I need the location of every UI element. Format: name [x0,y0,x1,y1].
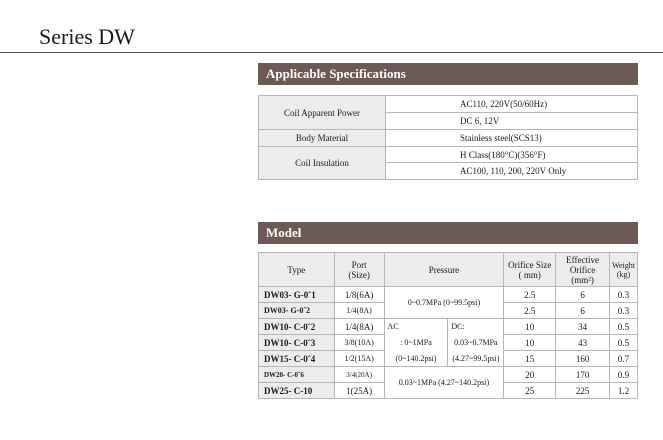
row-weight: 0.3 [609,287,637,303]
row-orifice: 15 [504,351,556,367]
pressure-ac-range-1: : 0~1MPa [384,335,448,351]
pressure-ac-label: AC [384,319,448,335]
effective-header-line-1: Effective [566,254,599,265]
specs-heading: Applicable Specifications [258,63,638,85]
body-material-value: Stainless steel(SCS13) [386,130,638,147]
type-header: Type [259,253,335,287]
pressure-dc-range-1: 0.03~0.7MPa [448,335,504,351]
row-type: DW03- G-0ˆ1 [259,287,335,303]
row-port: 1/8(6A) [334,287,384,303]
row-effective: 225 [556,383,610,399]
pressure-g-range: 0~0.7MPa (0~99.5psi) [384,287,504,319]
row-type: DW10- C-0ˆ2 [259,319,335,335]
row-port: 1/4(8A) [334,303,384,319]
insulation-class: H Class(180°C)(356°F) [386,147,638,163]
effective-header-line-3: (mm²) [571,274,594,285]
orifice-header-line-2: ( mm) [518,269,541,280]
row-weight: 0.5 [609,335,637,351]
row-type: DW03- G-0ˆ2 [259,303,335,319]
effective-header [556,253,610,287]
orifice-header [504,253,556,287]
row-type: DW25- C-10 [259,383,335,399]
coil-power-label: Coil Apparent Power [259,96,386,130]
pressure-dc-range-2: (4.27~99.5psi) [448,351,504,367]
row-orifice: 2.5 [504,287,556,303]
effective-header-line-2: Orifice [569,264,596,275]
row-orifice: 25 [504,383,556,399]
row-weight: 0.9 [609,367,637,383]
row-orifice: 10 [504,319,556,335]
row-orifice: 2.5 [504,303,556,319]
row-type: DW20- C-0ˆ6 [259,367,335,383]
table-row [259,367,638,383]
port-header-line-2: (Size) [348,269,370,280]
row-port: 1/4(8A) [334,319,384,335]
table-row [259,319,638,335]
coil-power-ac: AC110, 220V(50/60Hz) [386,96,638,113]
weight-header-line-2: (kg) [616,269,631,279]
pressure-dc-label: DC: [448,319,504,335]
coil-insulation-label: Coil Insulation [259,147,386,180]
insulation-voltage: AC100, 110, 200, 220V Only [386,163,638,180]
coil-power-dc: DC 6, 12V [386,113,638,130]
row-effective: 34 [556,319,610,335]
table-row [259,287,638,303]
table-row [259,335,638,351]
row-weight: 0.5 [609,319,637,335]
pressure-ac-range-2: (0~140.2psi) [384,351,448,367]
row-weight: 0.3 [609,303,637,319]
row-port: 3/8(10A) [334,335,384,351]
row-effective: 6 [556,287,610,303]
specs-table [258,95,638,180]
series-title: Series DW [39,24,135,49]
pressure-c25-range: 0.03~1MPa (4.27~140.2psi) [384,367,504,399]
row-effective: 43 [556,335,610,351]
row-effective: 6 [556,303,610,319]
table-row [259,351,638,367]
row-effective: 170 [556,367,610,383]
model-table [258,252,638,399]
row-port: 1(25A) [334,383,384,399]
row-type: DW15- C-0ˆ4 [259,351,335,367]
row-orifice: 10 [504,335,556,351]
title-rule [0,52,663,53]
row-port: 1/2(15A) [334,351,384,367]
row-orifice: 20 [504,367,556,383]
port-header-line-1: Port [351,259,367,270]
row-effective: 160 [556,351,610,367]
weight-header-line-1: Weight [612,260,635,270]
port-header [334,253,384,287]
pressure-header: Pressure [384,253,504,287]
row-port: 3/4(20A) [334,367,384,383]
row-weight: 1.2 [609,383,637,399]
body-material-label: Body Material [259,130,386,147]
row-weight: 0.7 [609,351,637,367]
row-type: DW10- C-0ˆ3 [259,335,335,351]
model-heading: Model [258,222,638,244]
weight-header [609,253,637,287]
orifice-header-line-1: Orifice Size [508,259,552,270]
